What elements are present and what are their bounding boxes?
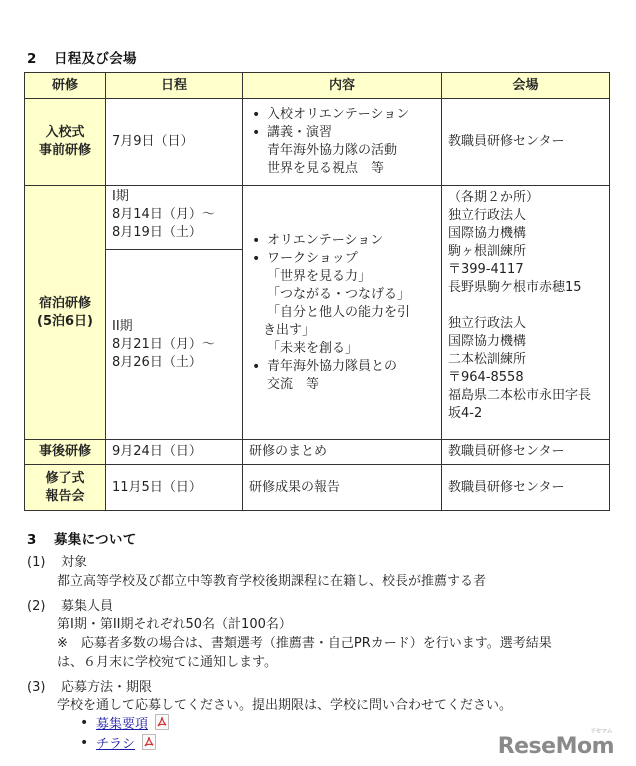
content-list — [249, 232, 435, 394]
list-item-text: • 青年海外協力隊員との — [267, 358, 398, 374]
period-start: 8月14日（月）～ — [112, 207, 215, 222]
content-cell — [243, 186, 442, 440]
resemom-logo — [497, 728, 614, 759]
date-cell: 11月5日（日） — [106, 465, 243, 511]
item-number: (3) — [27, 680, 46, 695]
workshop-item: き出す」 — [263, 322, 316, 338]
content-cell — [243, 99, 442, 186]
item-title: 募集人員 — [61, 599, 114, 614]
section-2-heading — [27, 47, 137, 67]
capacity-note: は、６月末に学校宛てに通知します。 — [57, 655, 277, 670]
list-item — [263, 250, 435, 358]
item-capacity-heading — [27, 598, 113, 616]
venue-text: 二本松訓練所 — [448, 352, 527, 367]
header-training: 研修 — [25, 73, 106, 99]
venue-zip: 〒964-8558 — [448, 370, 524, 385]
header-content: 内容 — [243, 73, 442, 99]
spacer — [448, 297, 603, 315]
section-title: 募集について — [54, 532, 137, 548]
venue-cell: 教職員研修センター — [442, 440, 610, 465]
pdf-icon[interactable] — [155, 714, 169, 730]
category-label: (5泊6日) — [37, 313, 93, 329]
date-cell: 7月9日（日） — [106, 99, 243, 186]
list-item — [80, 714, 169, 734]
flyer-link[interactable]: チラシ — [96, 737, 136, 752]
venue-text: 駒ヶ根訓練所 — [448, 244, 527, 259]
recruitment-guide-link[interactable]: 募集要項 — [96, 717, 149, 732]
section-3-heading — [27, 528, 137, 548]
pdf-icon[interactable] — [142, 734, 156, 750]
content-cell: 研修のまとめ — [243, 440, 442, 465]
date-cell: 9月24日（日） — [106, 440, 243, 465]
header-schedule: 日程 — [106, 73, 243, 99]
item-title: 対象 — [61, 555, 88, 570]
list-item-text: 青年海外協力隊の活動 — [267, 143, 398, 158]
section-number: 2 — [27, 51, 37, 67]
list-item — [267, 358, 435, 394]
item-number: (1) — [27, 555, 46, 570]
venue-address: 長野県駒ケ根市赤穂15 — [448, 280, 582, 295]
capacity-text: 第I期・第II期それぞれ50名（計100名） — [57, 617, 292, 632]
venue-address: 坂4-2 — [448, 406, 483, 421]
category-cell: 事後研修 — [25, 440, 106, 465]
capacity-note: ※ 応募者多数の場合は、書類選考（推薦書・自己PRカード）を行います。選考結果 — [57, 636, 552, 651]
item-target-heading — [27, 554, 87, 572]
list-item — [80, 734, 169, 754]
venue-text: 独立行政法人 — [448, 316, 527, 331]
workshop-item: 「つながる・つなげる」 — [267, 286, 411, 302]
venue-text: 国際協力機構 — [448, 334, 527, 349]
section-number: 3 — [27, 532, 37, 548]
list-item-text: 交流 等 — [267, 376, 320, 392]
section-title: 日程及び会場 — [54, 51, 137, 67]
venue-address: 福島県二本松市永田字長 — [448, 388, 592, 403]
logo-kana: リセマム — [590, 728, 612, 735]
download-links — [80, 714, 169, 754]
period-label: II期 — [112, 318, 133, 334]
list-item-text: 世界を見る視点 等 — [267, 161, 385, 176]
venue-zip: 〒399-4117 — [448, 262, 524, 277]
category-label: 報告会 — [45, 488, 85, 504]
item-title: 応募方法・期限 — [61, 680, 153, 695]
schedule-table — [24, 72, 610, 511]
list-item-text: • ワークショップ — [267, 250, 358, 266]
logo-text: ReseMom — [497, 734, 614, 759]
table-header-row — [25, 73, 610, 99]
category-cell — [25, 465, 106, 511]
table-row-entrance — [25, 99, 610, 186]
venue-text: 独立行政法人 — [448, 208, 527, 223]
venue-cell: 教職員研修センター — [442, 465, 610, 511]
header-venue: 会場 — [442, 73, 610, 99]
category-cell — [25, 99, 106, 186]
date-cell-period2 — [106, 250, 243, 440]
table-row-post — [25, 440, 610, 465]
category-label: 宿泊研修 — [38, 295, 91, 311]
content-cell: 研修成果の報告 — [243, 465, 442, 511]
target-text: 都立高等学校及び都立中等教育学校後期課程に在籍し、校長が推薦する者 — [57, 574, 487, 589]
venue-cell — [442, 186, 610, 440]
period-label: I期 — [112, 189, 129, 204]
venue-text: 国際協力機構 — [448, 226, 527, 241]
table-row-lodging-period1 — [25, 186, 610, 250]
workshop-item: 「未来を創る」 — [267, 340, 359, 356]
list-item-text: • 講義・演習 — [267, 125, 333, 140]
content-list — [249, 106, 435, 178]
period-end: 8月26日（土） — [112, 354, 202, 370]
category-label: 入校式 — [45, 125, 85, 140]
item-application-heading — [27, 679, 152, 697]
workshop-item: 「世界を見る力」 — [267, 268, 372, 284]
period-start: 8月21日（月）～ — [112, 336, 215, 352]
list-item: • 入校オリエンテーション — [267, 106, 435, 124]
venue-cell: 教職員研修センター — [442, 99, 610, 186]
venue-note: （各期２か所） — [448, 190, 540, 205]
application-text: 学校を通して応募してください。提出期限は、学校に問い合わせてください。 — [57, 698, 513, 713]
table-row-completion — [25, 465, 610, 511]
workshop-item: 「自分と他人の能力を引 — [267, 304, 411, 320]
category-label: 事前研修 — [38, 143, 91, 158]
date-cell-period1 — [106, 186, 243, 250]
list-item: • オリエンテーション — [267, 232, 435, 250]
list-item — [267, 124, 435, 178]
category-cell — [25, 186, 106, 440]
period-end: 8月19日（土） — [112, 225, 202, 240]
category-label: 修了式 — [45, 470, 85, 486]
item-number: (2) — [27, 599, 46, 614]
